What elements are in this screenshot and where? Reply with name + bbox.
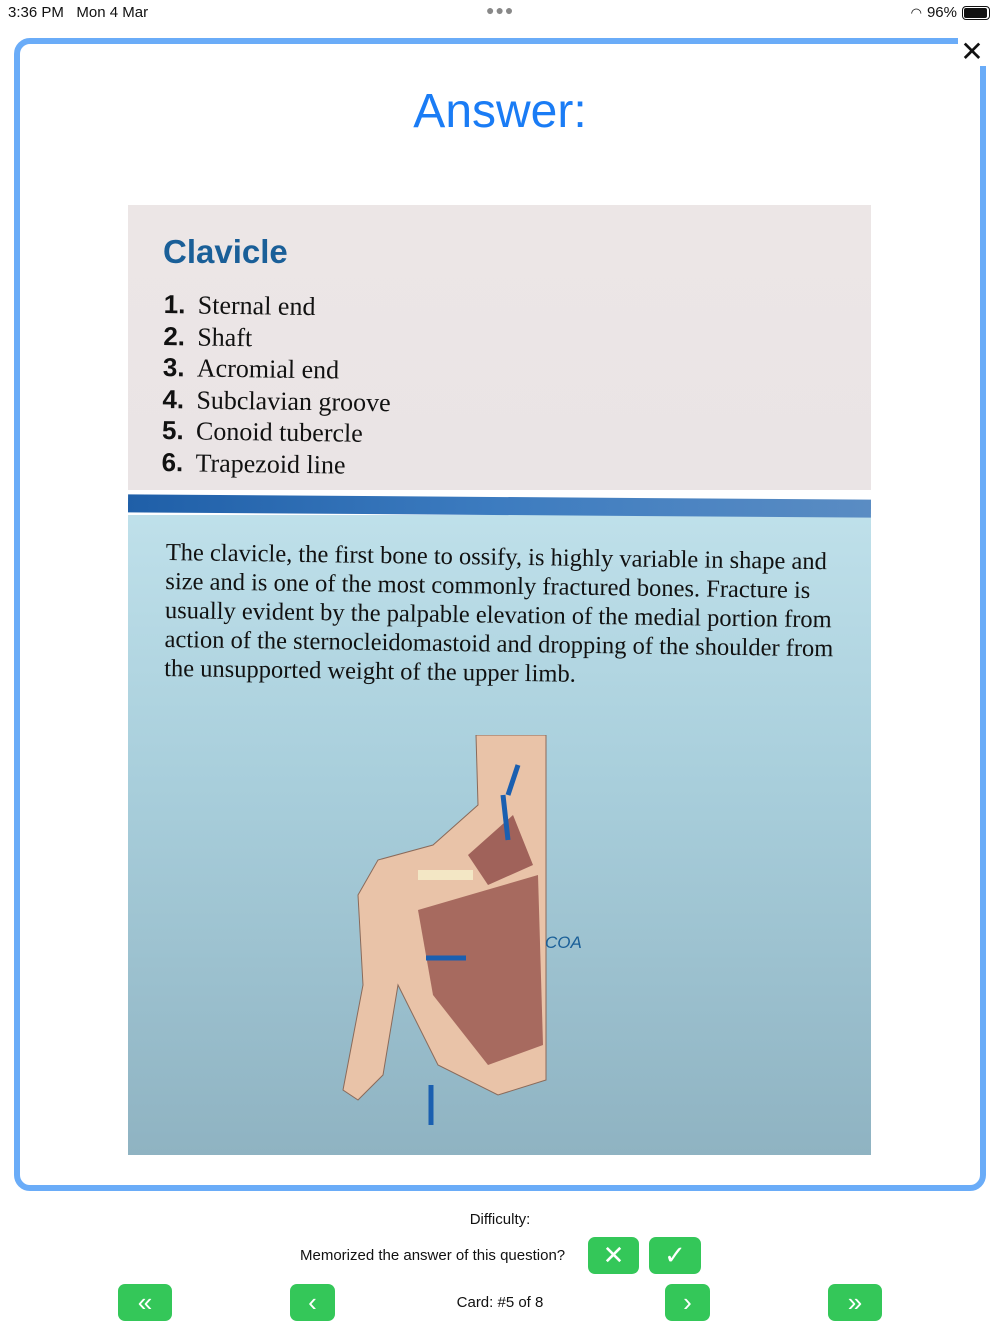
chevron-right-icon: › — [683, 1287, 692, 1317]
answer-image — [128, 205, 871, 1155]
battery-percent: 96% — [926, 4, 957, 21]
card-title: Answer: — [413, 85, 587, 138]
list-item: 4. Subclavian groove — [162, 383, 391, 417]
difficulty-label: Difficulty: — [469, 1211, 531, 1228]
card-counter: Card: #5 of 8 — [456, 1294, 544, 1311]
double-chevron-left-icon: « — [137, 1287, 153, 1317]
memorized-button[interactable] — [649, 1237, 701, 1274]
list-item: 3. Acromial end — [162, 351, 340, 385]
wifi-icon: ◠ — [910, 4, 922, 20]
figure-label: COA — [545, 933, 582, 952]
status-time: 3:36 PM Mon 4 Mar — [8, 4, 149, 21]
check-icon: ✓ — [664, 1240, 686, 1270]
list-item: 6. Trapezoid line — [161, 446, 346, 480]
answer-card — [14, 38, 986, 1191]
image-heading: Clavicle — [163, 233, 288, 270]
close-button[interactable] — [958, 38, 986, 66]
not-memorized-button[interactable] — [588, 1237, 639, 1274]
list-item: 1. Sternal end — [163, 289, 316, 322]
battery-icon — [962, 6, 990, 20]
chevron-left-icon: ‹ — [308, 1287, 317, 1317]
close-icon: ✕ — [960, 36, 984, 67]
memorized-prompt: Memorized the answer of this question? — [300, 1247, 566, 1264]
x-icon: ✕ — [602, 1240, 625, 1270]
double-chevron-right-icon: » — [847, 1287, 863, 1317]
list-item: 5. Conoid tubercle — [161, 414, 364, 448]
status-bar — [0, 0, 1000, 26]
image-paragraph: The clavicle, the first bone to ossify, is highly variable in shape and size and is one of the most commonly fractured bones. Fracture is usually evident by the palpable elevation of the medial portion from action of the sternocleidomastoid and dropping of the shoulder from the unsupported weight of the upper limb. — [163, 538, 834, 688]
list-item: 2. Shaft — [163, 320, 253, 352]
next-card-button[interactable] — [665, 1284, 710, 1321]
image-list — [161, 289, 392, 481]
last-card-button[interactable] — [828, 1284, 882, 1321]
multitasking-dots-icon[interactable]: ●●● — [486, 2, 515, 18]
